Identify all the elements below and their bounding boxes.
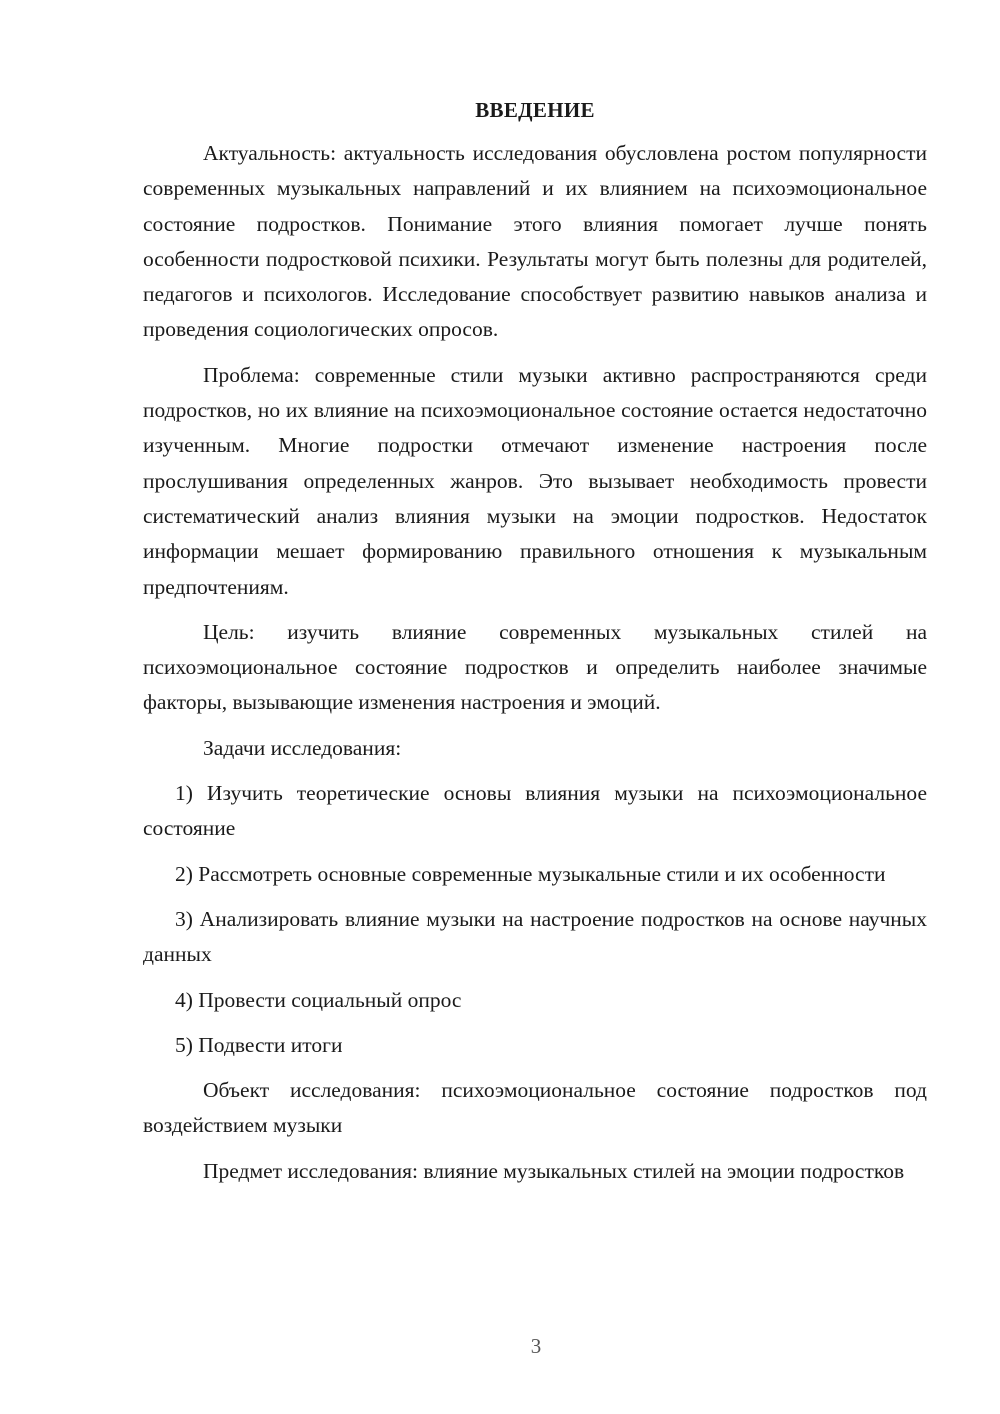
subject-paragraph: Предмет исследования: влияние музыкальных стилей на эмоции подростков xyxy=(203,1158,905,1183)
task-item: 5) Подвести итоги xyxy=(175,1032,343,1057)
task-item: 3) Анализировать влияние музыки на настроение подростков на основе научных данных xyxy=(143,906,927,967)
page-number: 3 xyxy=(530,1334,542,1358)
relevance-paragraph: Актуальность: актуальность исследования обусловлена ростом популярности современных музыкальных направлений и их влиянием на психоэмоциональное состояние подростков. Понимание этого влияния помогает лучше понять особенности подростковой психики. Результаты могут быть полезны для родителей, педагогов и психологов. Исследование способствует развитию навыков анализа и проведения социологических опросов. xyxy=(143,141,927,342)
tasks-title: Задачи исследования: xyxy=(203,735,402,760)
page-title: ВВЕДЕНИЕ xyxy=(475,98,595,122)
task-item: 4) Провести социальный опрос xyxy=(175,987,462,1012)
task-item: 2) Рассмотреть основные современные музыкальные стили и их особенности xyxy=(175,861,886,886)
tasks-list xyxy=(143,776,927,1063)
task-item: 1) Изучить теоретические основы влияния музыки на психоэмоциональное состояние xyxy=(143,781,927,841)
object-paragraph: Объект исследования: психоэмоциональное состояние подростков под воздействием музыки xyxy=(143,1078,927,1138)
page-content xyxy=(143,94,927,1199)
goal-paragraph: Цель: изучить влияние современных музыкальных стилей на психоэмоциональное состояние подростков и определить наиболее значимые факторы, вызывающие изменения настроения и эмоций. xyxy=(143,619,927,715)
problem-paragraph: Проблема: современные стили музыки активно распространяются среди подростков, но их влияние на психоэмоциональное состояние остается недостаточно изученным. Многие подростки отмечают изменение настроения после прослушивания определенных жанров. Это вызывает необходимость провести систематический анализ влияния музыки на эмоции подростков. Недостаток информации мешает формированию правильного отношения к музыкальным предпочтениям. xyxy=(143,362,927,599)
